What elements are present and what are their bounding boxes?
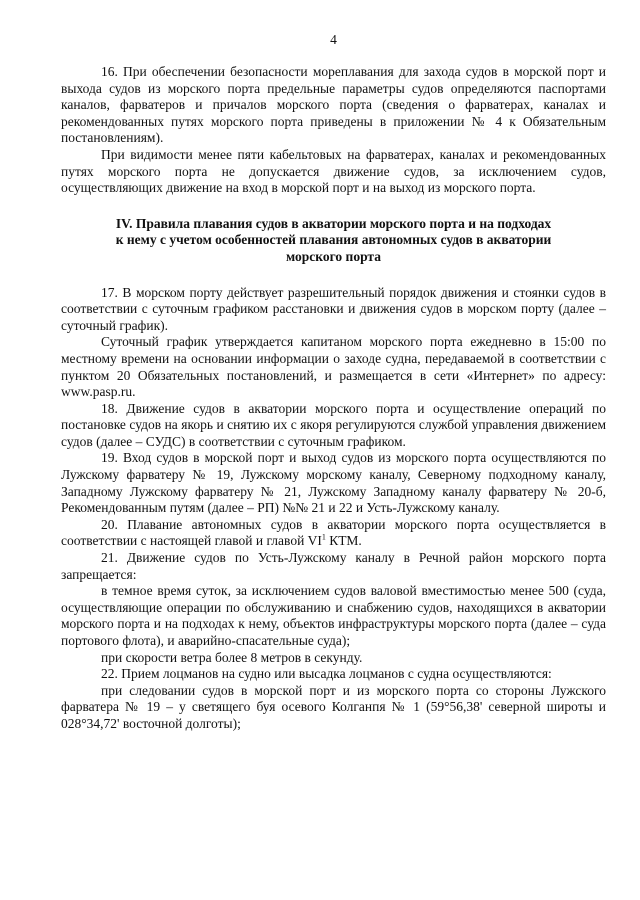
paragraph-16: 16. При обеспечении безопасности мореплавания для захода судов в морской порт и выхода судов из морского порта предельные параметры судов определяются паспортами каналов, фарватеров и причалов морского порта (сведения о фарватерах, каналах и рекомендованных путях морского порта приведены в приложении № 4 к Обязательным постановлениям). xyxy=(61,64,606,146)
paragraph-22: 22. Прием лоцманов на судно или высадка лоцманов с судна осуществляются: xyxy=(101,666,552,682)
paragraph-21-wind: при скорости ветра более 8 метров в секунду. xyxy=(101,649,363,665)
paragraph-21: 21. Движение судов по Усть-Лужскому каналу в Речной район морского порта запрещается: xyxy=(61,550,606,582)
paragraph-19: 19. Вход судов в морской порт и выход судов из морского порта осуществляются по Лужскому фарватеру № 19, Лужскому морскому каналу, Северному подходному каналу, Западному Лужскому фарватеру № 21, Лужскому Западному каналу фарватеру № 20-б, Рекомендованным путям (далее – РП) №№ 21 и 22 и Усть-Лужскому каналу. xyxy=(61,450,606,516)
paragraph-18: 18. Движение судов в акватории морского порта и осуществление операций по постановке судов на якорь и снятию их с якоря регулируются службой управления движением судов (далее – СУДС) в соответствии с суточным графиком. xyxy=(61,400,606,449)
chapter-heading xyxy=(81,216,586,266)
chapter-heading-line-1: IV. Правила плавания судов в акватории морского порта и на подходах xyxy=(115,215,552,231)
paragraph-20-superscript: 1 xyxy=(321,532,326,542)
paragraph-20-text: 20. Плавание автономных судов в акватории морского порта осуществляется в соответствии с настоящей главой и главой VI xyxy=(61,516,606,549)
paragraph-20-text-end: КТМ. xyxy=(325,533,362,549)
paragraph-21-night: в темное время суток, за исключением судов валовой вместимостью менее 500 (суда, осуществляющие операции по обслуживанию и снабжению судов, находящихся в акватории морского порта и на подходах к нему, объектов инфраструктуры морского порта (далее – суда портового флота), и аварийно-спасательные суда); xyxy=(61,583,606,648)
paragraph-17: 17. В морском порту действует разрешительный порядок движения и стоянки судов в соответствии с суточным графиком расстановки и движения судов в морском порту (далее – суточный график). xyxy=(61,284,606,333)
chapter-heading-line-3: морского порта xyxy=(286,248,381,264)
chapter-heading-line-2: к нему с учетом особенностей плавания автономных судов в акватории xyxy=(115,232,552,248)
paragraph-20 xyxy=(61,517,606,550)
paragraph-22-fairway: при следовании судов в морской порт и из морского порта со стороны Лужского фарватера № 19 – у светящего буя осевого Колганпя № 1 (59°56,38' северной широты и 028°34,72' восточной долготы); xyxy=(61,682,606,731)
paragraph-17-schedule: Суточный график утверждается капитаном морского порта ежедневно в 15:00 по местному времени на основании информации о заходе судна, передаваемой в соответствии с пунктом 20 Обязательных постановлений, и размещается в сети «Интернет» по адресу: www.pasp.ru. xyxy=(61,334,606,400)
document-body xyxy=(61,64,606,733)
page-number: 4 xyxy=(330,32,337,47)
paragraph-16-visibility: При видимости менее пяти кабельтовых на фарватерах, каналах и рекомендованных путях морского порта не допускается движение судов, за исключением судов, осуществляющих движение на вход в морской порт и на выход из морского порта. xyxy=(61,146,606,196)
